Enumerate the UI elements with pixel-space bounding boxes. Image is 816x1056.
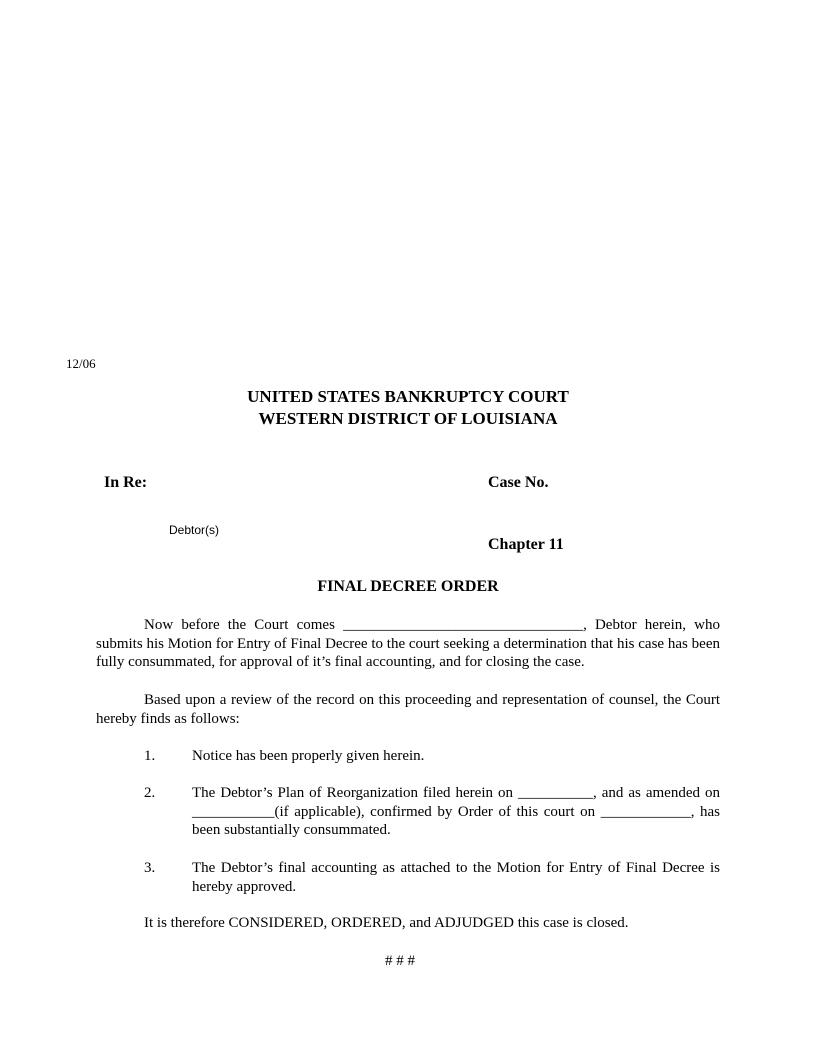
debtors-label: Debtor(s)	[169, 523, 220, 537]
order-title: FINAL DECREE ORDER	[317, 578, 499, 595]
chapter-label: Chapter 11	[488, 536, 564, 553]
court-district: WESTERN DISTRICT OF LOUISIANA	[258, 409, 558, 428]
court-header	[0, 386, 816, 430]
finding-number: 1.	[144, 748, 156, 764]
finding-text: The Debtor’s Plan of Reorganization filed herein on __________, and as amended on ___________(if applicable), confirmed by Order of this court on ____________, has been substantially consummated.	[192, 785, 720, 838]
finding-item	[144, 859, 720, 896]
in-re-label: In Re:	[104, 474, 148, 491]
end-mark: # # #	[385, 953, 415, 969]
finding-item	[144, 747, 720, 766]
closing-statement: It is therefore CONSIDERED, ORDERED, and ADJUDGED this case is closed.	[144, 915, 629, 931]
paragraph-findings-intro	[96, 691, 720, 728]
form-code: 12/06	[66, 356, 96, 371]
paragraph-findings-intro-text: Based upon a review of the record on this proceeding and representation of counsel, the Court hereby finds as follows:	[96, 692, 720, 727]
finding-number: 3.	[144, 860, 156, 876]
paragraph-motion-text: Now before the Court comes ________________________________, Debtor herein, who submits his Motion for Entry of Final Decree to the court seeking a determination that his case has been fully consummated, for approval of it’s final accounting, and for closing the case.	[96, 617, 720, 670]
case-number-label: Case No.	[488, 474, 549, 491]
paragraph-motion	[96, 616, 720, 672]
finding-number: 2.	[144, 785, 156, 801]
finding-item	[144, 784, 720, 840]
finding-text: The Debtor’s final accounting as attached to the Motion for Entry of Final Decree is hereby approved.	[192, 860, 720, 895]
court-name: UNITED STATES BANKRUPTCY COURT	[247, 387, 569, 406]
finding-text: Notice has been properly given herein.	[192, 748, 425, 764]
